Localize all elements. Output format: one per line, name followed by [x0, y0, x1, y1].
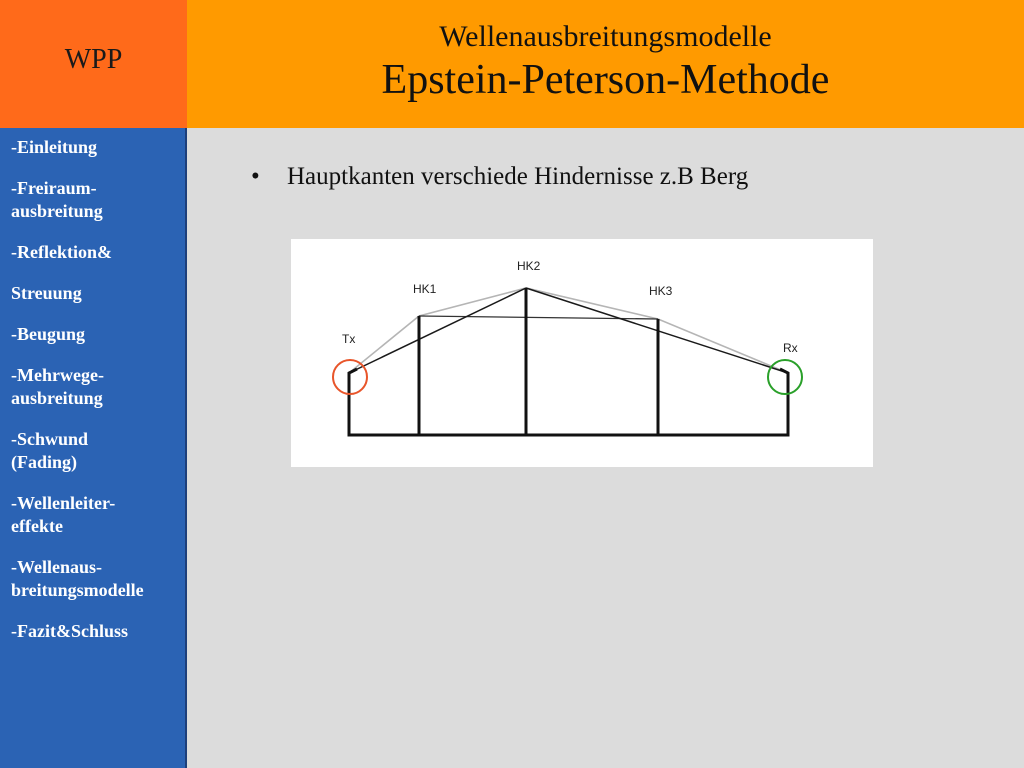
nav-item-fazit-schluss[interactable]: -Fazit&Schluss: [11, 621, 128, 641]
tx-hk2-ray: [349, 288, 526, 373]
nav-item-einleitung[interactable]: -Einleitung: [11, 137, 98, 157]
nav-item-streuung[interactable]: Streuung: [11, 283, 82, 303]
diagram-svg: [291, 239, 873, 467]
epstein-peterson-diagram: [291, 239, 873, 467]
bullet-icon: •: [251, 163, 260, 190]
nav-item-mehrwegeausbreitung[interactable]: -Mehrwege- ausbreitung: [11, 365, 104, 408]
header-title: Wellenausbreitungsmodelle: [439, 20, 772, 53]
sidebar-nav: [0, 128, 187, 768]
rx-label: Rx: [783, 341, 798, 355]
nav-item-wellenleitereffekte[interactable]: -Wellenleiter- effekte: [11, 493, 116, 536]
rx-tower: [780, 369, 788, 435]
header-subtitle: Epstein-Peterson-Methode: [381, 57, 830, 103]
slide-header: [187, 0, 1024, 128]
nav-item-freiraumausbreitung[interactable]: -Freiraum- ausbreitung: [11, 178, 103, 221]
nav-item-schwund[interactable]: -Schwund (Fading): [11, 429, 89, 472]
nav-item-beugung[interactable]: -Beugung: [11, 324, 86, 344]
rx-circle: [768, 360, 802, 394]
tx-tower: [349, 369, 357, 435]
hk1-label: HK1: [413, 282, 437, 296]
nav-item-reflektion[interactable]: -Reflektion&: [11, 242, 112, 262]
nav-item-wellenausbreitungsmodelle[interactable]: -Wellenaus- breitungsmodelle: [11, 557, 144, 600]
tx-label: Tx: [342, 332, 356, 346]
logo-box: [0, 0, 187, 128]
slide-content: [189, 128, 1024, 768]
bullet-text: Hauptkanten verschiede Hindernisse z.B Berg: [287, 163, 749, 190]
nav-list: [0, 128, 185, 643]
hk3-label: HK3: [649, 284, 673, 298]
hk2-label: HK2: [517, 259, 541, 273]
logo-text: WPP: [64, 44, 123, 75]
bullet-point: [251, 163, 748, 191]
edge-path-grey: [349, 288, 788, 373]
